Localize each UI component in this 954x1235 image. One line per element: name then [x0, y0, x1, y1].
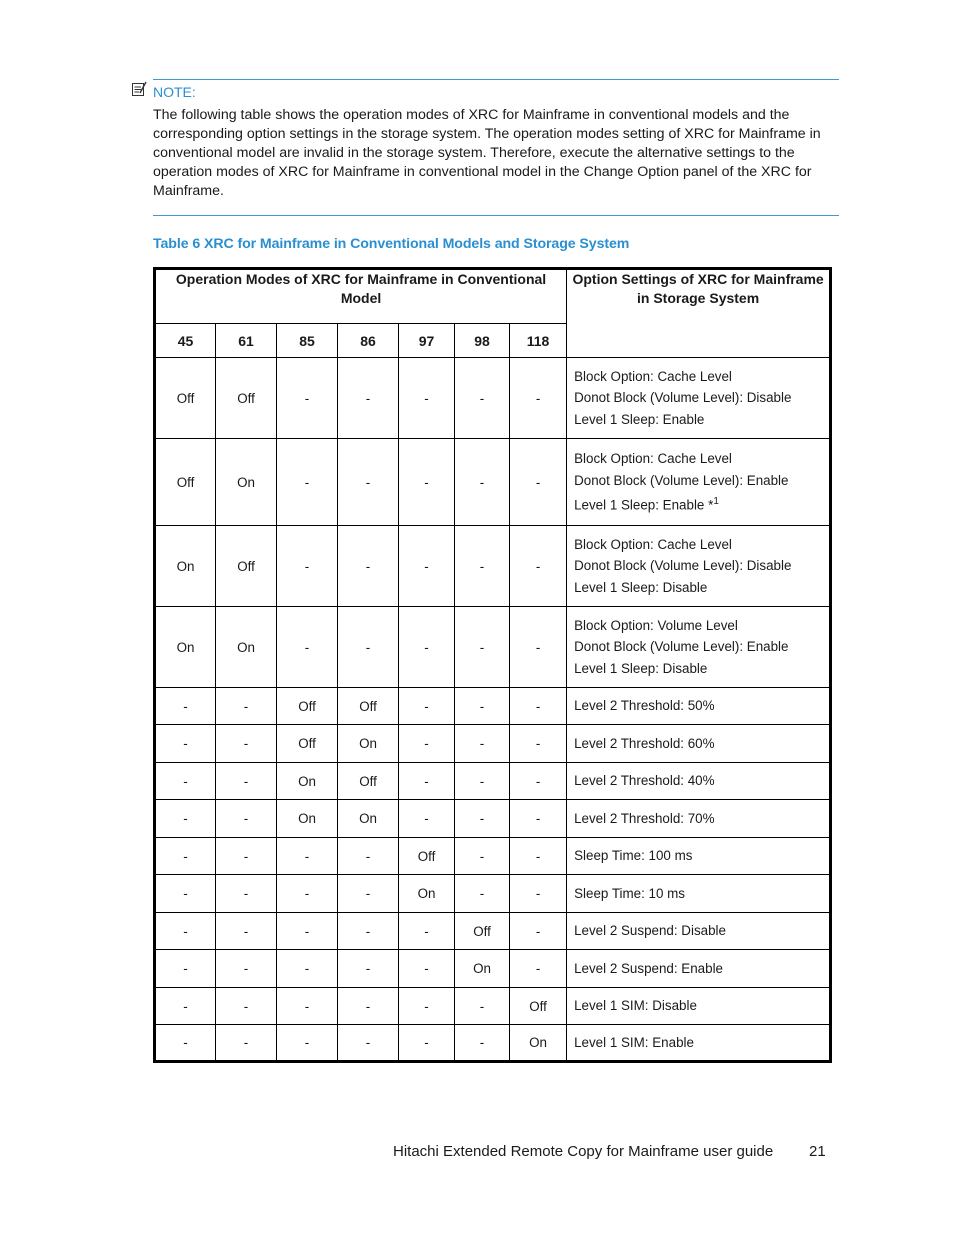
mode-cell: Off: [155, 358, 216, 439]
note-body: The following table shows the operation modes of XRC for Mainframe in conventional models and the corresponding option settings in the storage system. The operation modes setting of XRC for Mainframe in conventional model are invalid in the storage system. Therefore, execute the alternative settings to the operation modes of XRC for Mainframe in conventional model in the Change Option panel of the XRC for Mainframe.: [153, 107, 821, 199]
mode-cell: -: [455, 358, 510, 439]
mode-cell: -: [455, 988, 510, 1025]
mode-cell: -: [277, 607, 338, 688]
option-setting-text: Level 2 Suspend: Enable: [574, 960, 723, 976]
mode-cell: -: [455, 763, 510, 800]
option-setting-text: Block Option: Cache Level: [574, 536, 732, 552]
table-row: [155, 725, 831, 763]
option-setting-line: [574, 409, 829, 431]
mode-cell: -: [338, 607, 399, 688]
option-setting-line: [574, 733, 829, 755]
option-settings-cell: [567, 526, 831, 607]
option-setting-line: [574, 470, 829, 492]
note-label: NOTE:: [153, 83, 196, 100]
mode-column-header: 98: [455, 324, 510, 358]
option-setting-text: Block Option: Cache Level: [574, 368, 732, 384]
table-row: [155, 439, 831, 526]
option-setting-line: [574, 555, 829, 577]
mode-cell: Off: [216, 358, 277, 439]
mode-cell: On: [155, 526, 216, 607]
mode-cell: -: [338, 988, 399, 1025]
mode-cell: -: [277, 950, 338, 988]
mode-cell: -: [510, 875, 567, 913]
mode-cell: Off: [338, 688, 399, 725]
mode-cell: -: [399, 950, 455, 988]
table-row: [155, 950, 831, 988]
mode-cell: -: [399, 988, 455, 1025]
mode-cell: -: [277, 838, 338, 875]
mode-cell: On: [277, 800, 338, 838]
table-row: [155, 358, 831, 439]
mode-cell: -: [277, 358, 338, 439]
mode-cell: -: [277, 875, 338, 913]
header-option-settings: Option Settings of XRC for Mainframe in Storage System: [567, 269, 831, 358]
option-setting-line: [574, 615, 829, 637]
mode-cell: On: [455, 950, 510, 988]
footer-title: Hitachi Extended Remote Copy for Mainframe user guide: [393, 1143, 774, 1160]
mode-cell: -: [155, 763, 216, 800]
option-setting-line: [574, 808, 829, 830]
page-number: 21: [809, 1143, 826, 1160]
table-row: [155, 607, 831, 688]
option-settings-cell: [567, 439, 831, 526]
mode-cell: -: [338, 838, 399, 875]
option-setting-line: [574, 1032, 829, 1054]
mode-cell: -: [510, 358, 567, 439]
option-setting-line: [574, 658, 829, 680]
mode-cell: -: [455, 688, 510, 725]
table-row: [155, 875, 831, 913]
mode-cell: -: [455, 1025, 510, 1062]
option-settings-cell: [567, 725, 831, 763]
mode-column-header: 45: [155, 324, 216, 358]
option-setting-text: Level 2 Threshold: 60%: [574, 735, 715, 751]
note-icon: [131, 81, 147, 102]
mode-cell: On: [399, 875, 455, 913]
option-setting-text: Level 2 Threshold: 40%: [574, 773, 715, 789]
mode-cell: -: [510, 913, 567, 950]
mode-column-header: 118: [510, 324, 567, 358]
mode-cell: -: [277, 913, 338, 950]
table-row: [155, 526, 831, 607]
option-setting-line: [574, 995, 829, 1017]
note-top-rule: [153, 79, 839, 80]
mode-cell: Off: [455, 913, 510, 950]
mode-cell: On: [338, 800, 399, 838]
option-settings-cell: [567, 950, 831, 988]
mode-cell: -: [338, 913, 399, 950]
table-row: [155, 800, 831, 838]
option-settings-cell: [567, 913, 831, 950]
mode-cell: -: [216, 763, 277, 800]
table-row: [155, 913, 831, 950]
note-bottom-rule: [153, 215, 839, 216]
mode-cell: -: [399, 526, 455, 607]
mode-cell: -: [399, 358, 455, 439]
option-settings-cell: [567, 688, 831, 725]
mode-cell: On: [216, 607, 277, 688]
option-settings-cell: [567, 800, 831, 838]
option-setting-text: Sleep Time: 100 ms: [574, 848, 693, 864]
mode-cell: -: [399, 800, 455, 838]
mode-cell: Off: [338, 763, 399, 800]
mode-cell: -: [216, 725, 277, 763]
option-setting-text: Level 2 Suspend: Disable: [574, 923, 726, 939]
mode-cell: -: [510, 725, 567, 763]
mode-cell: On: [216, 439, 277, 526]
mode-cell: -: [216, 800, 277, 838]
mode-cell: -: [216, 950, 277, 988]
table-row: [155, 988, 831, 1025]
mode-cell: -: [510, 526, 567, 607]
option-setting-line: [574, 883, 829, 905]
footnote-marker: 1: [713, 496, 719, 508]
mode-cell: -: [510, 950, 567, 988]
option-setting-line: [574, 770, 829, 792]
table-row: [155, 763, 831, 800]
mode-cell: -: [338, 950, 399, 988]
mode-cell: -: [510, 688, 567, 725]
option-settings-cell: [567, 763, 831, 800]
mode-cell: -: [277, 988, 338, 1025]
option-setting-text: Level 1 Sleep: Disable: [574, 579, 708, 595]
option-setting-text: Level 1 SIM: Disable: [574, 998, 697, 1014]
option-setting-text: Block Option: Cache Level: [574, 451, 732, 467]
table-row: [155, 1025, 831, 1062]
mode-cell: -: [455, 838, 510, 875]
mode-cell: -: [216, 1025, 277, 1062]
mode-cell: -: [455, 607, 510, 688]
mode-cell: -: [338, 1025, 399, 1062]
option-setting-line: [574, 366, 829, 388]
mode-cell: -: [510, 763, 567, 800]
mode-cell: -: [155, 875, 216, 913]
mode-cell: -: [399, 439, 455, 526]
header-operation-modes: Operation Modes of XRC for Mainframe in Conventional Model: [155, 269, 567, 324]
option-settings-cell: [567, 988, 831, 1025]
mode-cell: -: [455, 439, 510, 526]
mode-cell: On: [338, 725, 399, 763]
mode-cell: -: [155, 838, 216, 875]
option-setting-text: Level 1 SIM: Enable: [574, 1034, 694, 1050]
mode-cell: -: [510, 607, 567, 688]
option-setting-text: Level 2 Threshold: 70%: [574, 810, 715, 826]
mode-cell: -: [216, 913, 277, 950]
mode-cell: -: [455, 725, 510, 763]
mode-cell: Off: [510, 988, 567, 1025]
option-setting-text: Sleep Time: 10 ms: [574, 885, 685, 901]
option-settings-cell: [567, 607, 831, 688]
option-setting-line: [574, 920, 829, 942]
option-setting-text: Donot Block (Volume Level): Enable: [574, 639, 789, 655]
mode-cell: Off: [155, 439, 216, 526]
option-setting-line: [574, 958, 829, 980]
mode-cell: Off: [399, 838, 455, 875]
table-caption: Table 6 XRC for Mainframe in Conventional Models and Storage System: [153, 236, 630, 252]
mode-cell: -: [216, 838, 277, 875]
mode-cell: -: [338, 439, 399, 526]
mode-cell: -: [510, 439, 567, 526]
mode-cell: -: [155, 688, 216, 725]
mode-cell: -: [510, 838, 567, 875]
option-settings-cell: [567, 1025, 831, 1062]
option-setting-line: [574, 534, 829, 556]
mode-cell: -: [338, 358, 399, 439]
mode-cell: -: [455, 526, 510, 607]
option-setting-line: [574, 577, 829, 599]
mode-cell: -: [216, 875, 277, 913]
option-setting-line: [574, 636, 829, 658]
option-setting-text: Level 1 Sleep: Enable *: [574, 497, 714, 513]
option-setting-text: Donot Block (Volume Level): Enable: [574, 472, 789, 488]
mode-cell: -: [399, 763, 455, 800]
option-setting-line: [574, 387, 829, 409]
mode-cell: On: [155, 607, 216, 688]
mode-cell: On: [277, 763, 338, 800]
note-header: [131, 81, 196, 102]
mode-cell: -: [399, 1025, 455, 1062]
mode-cell: On: [510, 1025, 567, 1062]
mode-column-header: 97: [399, 324, 455, 358]
mode-cell: -: [338, 875, 399, 913]
mode-cell: -: [216, 688, 277, 725]
option-setting-line: [574, 845, 829, 867]
mode-cell: -: [399, 607, 455, 688]
option-setting-text: Level 1 Sleep: Disable: [574, 660, 708, 676]
option-setting-text: Donot Block (Volume Level): Disable: [574, 558, 792, 574]
mode-cell: Off: [216, 526, 277, 607]
option-settings-cell: [567, 838, 831, 875]
mode-cell: -: [277, 1025, 338, 1062]
mode-cell: -: [399, 725, 455, 763]
mode-cell: -: [155, 913, 216, 950]
option-settings-cell: [567, 875, 831, 913]
mode-cell: Off: [277, 688, 338, 725]
mode-column-header: 61: [216, 324, 277, 358]
table-row: [155, 688, 831, 725]
option-setting-text: Donot Block (Volume Level): Disable: [574, 390, 792, 406]
mode-cell: -: [455, 875, 510, 913]
option-setting-line: [574, 491, 829, 516]
mode-cell: -: [155, 800, 216, 838]
mode-cell: -: [455, 800, 510, 838]
mode-cell: -: [216, 988, 277, 1025]
mode-column-header: 86: [338, 324, 399, 358]
mode-cell: -: [277, 439, 338, 526]
mode-cell: -: [155, 1025, 216, 1062]
xrc-mode-table: [153, 267, 832, 1063]
table-body: [155, 358, 831, 1062]
option-settings-cell: [567, 358, 831, 439]
mode-column-header: 85: [277, 324, 338, 358]
mode-cell: -: [155, 725, 216, 763]
mode-cell: -: [155, 950, 216, 988]
mode-cell: -: [155, 988, 216, 1025]
option-setting-text: Level 1 Sleep: Enable: [574, 411, 705, 427]
option-setting-text: Block Option: Volume Level: [574, 617, 738, 633]
table-row: [155, 838, 831, 875]
mode-cell: -: [510, 800, 567, 838]
mode-cell: -: [399, 913, 455, 950]
mode-cell: -: [399, 688, 455, 725]
mode-cell: Off: [277, 725, 338, 763]
option-setting-text: Level 2 Threshold: 50%: [574, 698, 715, 714]
mode-cell: -: [338, 526, 399, 607]
option-setting-line: [574, 695, 829, 717]
mode-cell: -: [277, 526, 338, 607]
option-setting-line: [574, 448, 829, 470]
